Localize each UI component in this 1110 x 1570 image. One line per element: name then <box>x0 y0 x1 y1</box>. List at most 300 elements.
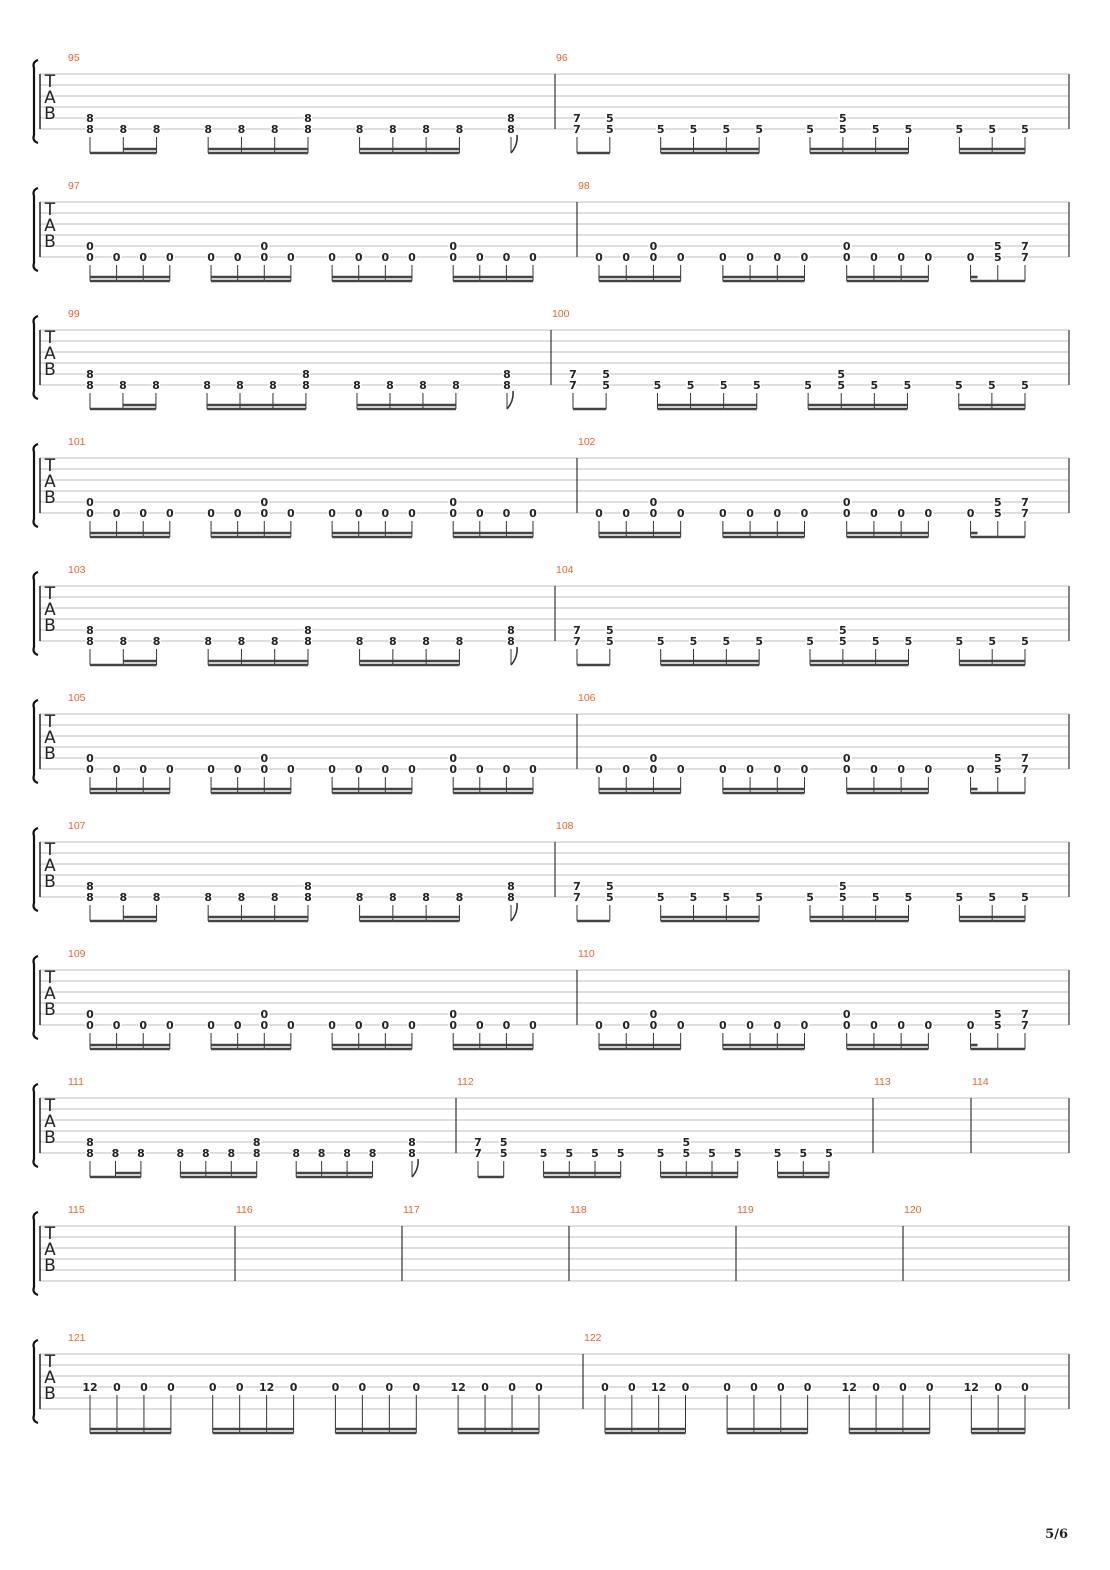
fret-number: 5 <box>605 891 614 904</box>
measure-number: 116 <box>236 1204 253 1216</box>
fret-number: 8 <box>137 1147 145 1160</box>
measure-number: 120 <box>904 1204 922 1216</box>
fret-number: 0 <box>139 1019 148 1032</box>
fret-number: 0 <box>842 752 851 765</box>
fret-number: 0 <box>165 1019 174 1032</box>
system-bracket <box>34 444 39 527</box>
fret-number: 8 <box>304 112 312 125</box>
staff-system <box>34 564 1070 665</box>
fret-number: 5 <box>689 123 698 136</box>
measure-number: 105 <box>68 692 86 704</box>
fret-number: 8 <box>227 1147 236 1160</box>
fret-number: 8 <box>507 123 515 136</box>
fret-number: 0 <box>750 1381 758 1394</box>
fret-number: 5 <box>682 1136 691 1149</box>
fret-number: 0 <box>449 496 458 509</box>
fret-number: 5 <box>804 379 812 392</box>
fret-number: 8 <box>507 891 515 904</box>
fret-number: 8 <box>353 379 361 392</box>
fret-number: 0 <box>140 1381 148 1394</box>
fret-number: 0 <box>260 752 269 765</box>
fret-number: 0 <box>719 763 727 776</box>
fret-number: 5 <box>1021 123 1029 136</box>
tab-clef-letter: A <box>44 856 56 876</box>
measure-number: 113 <box>874 1076 891 1088</box>
fret-number: 8 <box>252 1136 261 1149</box>
tab-clef-letter: T <box>44 328 56 348</box>
tab-clef-letter: A <box>44 984 56 1004</box>
fret-number: 0 <box>412 1381 421 1394</box>
tab-clef-letter: T <box>44 1224 56 1244</box>
fret-number: 0 <box>408 507 416 520</box>
page-number: 5/6 <box>1045 1527 1068 1542</box>
fret-number: 0 <box>800 251 809 264</box>
fret-number: 0 <box>449 251 458 264</box>
fret-number: 0 <box>475 251 484 264</box>
fret-number: 0 <box>966 507 975 520</box>
fret-number: 8 <box>503 368 511 381</box>
fret-number: 0 <box>595 1019 603 1032</box>
fret-number: 8 <box>237 891 246 904</box>
fret-number: 0 <box>260 496 269 509</box>
tab-clef-letter: B <box>44 1384 56 1404</box>
fret-number: 8 <box>252 1147 261 1160</box>
fret-number: 0 <box>842 251 851 264</box>
fret-number: 8 <box>304 123 312 136</box>
fret-number: 0 <box>676 1019 685 1032</box>
fret-number: 8 <box>176 1147 185 1160</box>
fret-number: 0 <box>86 752 94 765</box>
fret-number: 5 <box>682 1147 691 1160</box>
measure-number: 108 <box>556 820 574 832</box>
fret-number: 0 <box>649 752 658 765</box>
fret-number: 0 <box>800 507 809 520</box>
tab-clef-letter: B <box>44 232 56 252</box>
fret-number: 5 <box>993 752 1002 765</box>
fret-number: 8 <box>270 635 279 648</box>
fret-number: 5 <box>993 507 1002 520</box>
fret-number: 7 <box>1021 507 1029 520</box>
fret-number: 8 <box>86 123 94 136</box>
tab-clef-letter: B <box>44 1256 56 1276</box>
fret-number: 0 <box>260 1019 269 1032</box>
fret-number: 5 <box>988 635 997 648</box>
fret-number: 7 <box>1021 752 1029 765</box>
tab-clef-letter: A <box>44 1368 56 1388</box>
fret-number: 0 <box>622 1019 631 1032</box>
fret-number: 0 <box>381 251 390 264</box>
fret-number: 0 <box>924 1019 933 1032</box>
fret-number: 0 <box>776 1381 785 1394</box>
fret-number: 7 <box>573 624 581 637</box>
fret-number: 8 <box>368 1147 377 1160</box>
fret-number: 0 <box>287 763 295 776</box>
fret-number: 5 <box>722 891 731 904</box>
fret-number: 5 <box>499 1147 508 1160</box>
tab-clef-letter: T <box>44 456 56 476</box>
fret-number: 0 <box>502 507 511 520</box>
measure-number: 100 <box>552 308 570 320</box>
fret-number: 12 <box>841 1381 857 1394</box>
staff-system <box>34 436 1070 537</box>
fret-number: 0 <box>897 763 905 776</box>
fret-number: 0 <box>595 763 603 776</box>
measure-number: 122 <box>584 1332 602 1344</box>
tab-clef-letter: A <box>44 88 56 108</box>
system-bracket <box>34 956 39 1039</box>
fret-number: 5 <box>955 891 964 904</box>
fret-number: 0 <box>113 1381 121 1394</box>
fret-number: 8 <box>86 379 94 392</box>
fret-number: 7 <box>474 1147 482 1160</box>
fret-number: 0 <box>897 251 905 264</box>
fret-number: 0 <box>746 763 754 776</box>
fret-number: 8 <box>204 123 212 136</box>
fret-number: 5 <box>871 123 880 136</box>
fret-number: 8 <box>455 123 464 136</box>
tab-clef-letter: B <box>44 1000 56 1020</box>
fret-number: 5 <box>955 123 964 136</box>
fret-number: 0 <box>233 507 242 520</box>
measure-number: 118 <box>570 1204 587 1216</box>
staff-system <box>34 1204 1070 1295</box>
fret-number: 5 <box>755 123 763 136</box>
fret-number: 8 <box>389 891 397 904</box>
fret-number: 0 <box>773 251 782 264</box>
fret-number: 0 <box>676 251 685 264</box>
fret-number: 5 <box>871 635 880 648</box>
measure-number: 103 <box>68 564 86 576</box>
fret-number: 5 <box>839 635 847 648</box>
staff-system <box>34 692 1070 793</box>
fret-number: 5 <box>539 1147 548 1160</box>
fret-number: 5 <box>904 123 913 136</box>
tab-clef-letter: T <box>44 712 56 732</box>
fret-number: 8 <box>86 635 94 648</box>
fret-number: 8 <box>355 891 364 904</box>
fret-number: 0 <box>328 763 336 776</box>
fret-number: 0 <box>233 251 242 264</box>
fret-number: 0 <box>529 251 537 264</box>
fret-number: 5 <box>755 891 763 904</box>
fret-number: 8 <box>204 635 212 648</box>
fret-number: 5 <box>499 1136 508 1149</box>
fret-number: 0 <box>328 507 336 520</box>
fret-number: 5 <box>839 891 847 904</box>
fret-number: 0 <box>925 1381 934 1394</box>
fret-number: 0 <box>475 1019 484 1032</box>
tab-clef-letter: B <box>44 360 56 380</box>
fret-number: 5 <box>904 891 913 904</box>
measure-number: 121 <box>68 1332 86 1344</box>
staff-system <box>34 308 1070 409</box>
fret-number: 0 <box>208 1381 217 1394</box>
fret-number: 0 <box>165 251 174 264</box>
fret-number: 0 <box>842 507 851 520</box>
fret-number: 5 <box>839 624 847 637</box>
fret-number: 0 <box>328 251 336 264</box>
fret-number: 0 <box>966 763 975 776</box>
fret-number: 0 <box>165 507 174 520</box>
fret-number: 5 <box>904 635 913 648</box>
tab-clef-letter: T <box>44 840 56 860</box>
system-bracket <box>34 316 39 399</box>
fret-number: 8 <box>422 635 430 648</box>
fret-number: 8 <box>355 123 364 136</box>
fret-number: 0 <box>924 763 933 776</box>
measure-number: 101 <box>68 436 86 448</box>
fret-number: 0 <box>207 763 215 776</box>
fret-number: 0 <box>502 763 511 776</box>
fret-number: 8 <box>408 1136 416 1149</box>
measure-number: 112 <box>457 1076 474 1088</box>
fret-number: 0 <box>723 1381 731 1394</box>
fret-number: 0 <box>1021 1381 1029 1394</box>
fret-number: 7 <box>1021 1008 1029 1021</box>
fret-number: 5 <box>825 1147 833 1160</box>
measure-number: 107 <box>68 820 86 832</box>
fret-number: 8 <box>304 880 312 893</box>
fret-number: 0 <box>287 251 295 264</box>
fret-number: 7 <box>569 379 577 392</box>
fret-number: 8 <box>507 624 515 637</box>
fret-number: 0 <box>994 1381 1002 1394</box>
fret-number: 5 <box>591 1147 599 1160</box>
fret-number: 0 <box>872 1381 880 1394</box>
fret-number: 8 <box>304 624 312 637</box>
fret-number: 0 <box>139 251 148 264</box>
fret-number: 0 <box>595 251 603 264</box>
tab-clef-letter: T <box>44 968 56 988</box>
fret-number: 7 <box>573 635 581 648</box>
fret-number: 7 <box>474 1136 482 1149</box>
fret-number: 8 <box>507 880 515 893</box>
fret-number: 8 <box>452 379 460 392</box>
fret-number: 0 <box>649 1019 658 1032</box>
fret-number: 8 <box>86 112 94 125</box>
measure-number: 99 <box>68 308 80 320</box>
fret-number: 0 <box>649 763 658 776</box>
fret-number: 5 <box>605 123 614 136</box>
fret-number: 5 <box>806 635 814 648</box>
fret-number: 0 <box>449 507 458 520</box>
tab-clef-letter: A <box>44 728 56 748</box>
fret-number: 5 <box>871 891 880 904</box>
fret-number: 0 <box>449 240 458 253</box>
fret-number: 5 <box>988 891 997 904</box>
fret-number: 5 <box>837 368 846 381</box>
tab-clef-letter: B <box>44 488 56 508</box>
staff-system <box>34 180 1070 281</box>
fret-number: 0 <box>773 1019 782 1032</box>
fret-number: 0 <box>649 240 658 253</box>
tab-clef-letter: B <box>44 744 56 764</box>
fret-number: 0 <box>328 1019 336 1032</box>
fret-number: 0 <box>842 1019 851 1032</box>
fret-number: 12 <box>82 1381 98 1394</box>
fret-number: 5 <box>755 635 763 648</box>
fret-number: 0 <box>165 763 174 776</box>
note-flag <box>511 647 517 665</box>
fret-number: 8 <box>269 379 277 392</box>
fret-number: 0 <box>966 251 975 264</box>
fret-number: 0 <box>358 1381 367 1394</box>
system-bracket <box>34 1340 39 1423</box>
fret-number: 8 <box>455 635 464 648</box>
fret-number: 0 <box>966 1019 975 1032</box>
staff-system <box>34 820 1070 921</box>
tab-clef-letter: T <box>44 72 56 92</box>
fret-number: 5 <box>686 379 695 392</box>
fret-number: 0 <box>622 763 631 776</box>
tab-clef-letter: A <box>44 216 56 236</box>
fret-number: 0 <box>449 752 458 765</box>
fret-number: 5 <box>993 763 1002 776</box>
fret-number: 0 <box>260 507 269 520</box>
fret-number: 8 <box>507 112 515 125</box>
fret-number: 0 <box>897 507 905 520</box>
fret-number: 5 <box>602 368 610 381</box>
fret-number: 0 <box>628 1381 636 1394</box>
fret-number: 0 <box>385 1381 394 1394</box>
fret-number: 0 <box>260 763 269 776</box>
fret-number: 12 <box>450 1381 466 1394</box>
fret-number: 8 <box>507 635 515 648</box>
fret-number: 5 <box>565 1147 574 1160</box>
fret-number: 0 <box>842 240 851 253</box>
fret-number: 5 <box>955 635 964 648</box>
fret-number: 0 <box>381 763 390 776</box>
fret-number: 5 <box>993 1008 1002 1021</box>
fret-number: 0 <box>233 763 242 776</box>
fret-number: 5 <box>653 379 662 392</box>
fret-number: 0 <box>719 251 727 264</box>
fret-number: 0 <box>207 1019 215 1032</box>
fret-number: 0 <box>502 1019 511 1032</box>
fret-number: 8 <box>86 624 94 637</box>
fret-number: 0 <box>408 763 416 776</box>
fret-number: 0 <box>897 1019 905 1032</box>
fret-number: 5 <box>806 123 814 136</box>
system-bracket <box>34 60 39 143</box>
fret-number: 5 <box>605 880 614 893</box>
fret-number: 8 <box>355 635 364 648</box>
fret-number: 5 <box>722 635 731 648</box>
fret-number: 7 <box>1021 240 1029 253</box>
tab-clef-letter: A <box>44 1112 56 1132</box>
fret-number: 7 <box>573 880 581 893</box>
fret-number: 5 <box>837 379 846 392</box>
fret-number: 8 <box>386 379 394 392</box>
fret-number: 7 <box>573 112 581 125</box>
fret-number: 8 <box>86 1147 94 1160</box>
fret-number: 0 <box>681 1381 690 1394</box>
fret-number: 7 <box>573 891 581 904</box>
fret-number: 0 <box>842 496 851 509</box>
fret-number: 0 <box>481 1381 489 1394</box>
measure-number: 97 <box>68 180 80 192</box>
measure-number: 106 <box>578 692 596 704</box>
fret-number: 0 <box>800 1019 809 1032</box>
tab-clef-letter: A <box>44 472 56 492</box>
measure-number: 119 <box>737 1204 754 1216</box>
fret-number: 0 <box>287 507 295 520</box>
measure-number: 104 <box>556 564 574 576</box>
fret-number: 5 <box>993 1019 1002 1032</box>
fret-number: 7 <box>1021 496 1029 509</box>
fret-number: 0 <box>529 1019 537 1032</box>
measure-number: 115 <box>68 1204 85 1216</box>
fret-number: 0 <box>800 763 809 776</box>
fret-number: 0 <box>86 496 94 509</box>
fret-number: 0 <box>842 763 851 776</box>
measure-number: 95 <box>68 52 80 64</box>
fret-number: 0 <box>260 1008 269 1021</box>
fret-number: 12 <box>651 1381 667 1394</box>
note-flag <box>511 135 517 153</box>
fret-number: 7 <box>1021 763 1029 776</box>
fret-number: 8 <box>86 891 94 904</box>
fret-number: 5 <box>954 379 963 392</box>
fret-number: 5 <box>605 112 614 125</box>
staff-system <box>34 1076 1070 1177</box>
measure-number: 117 <box>403 1204 420 1216</box>
fret-number: 0 <box>649 251 658 264</box>
tab-clef-letter: B <box>44 104 56 124</box>
fret-number: 8 <box>119 635 128 648</box>
fret-number: 0 <box>86 1019 94 1032</box>
fret-number: 12 <box>963 1381 979 1394</box>
fret-number: 0 <box>139 507 148 520</box>
staff-system <box>34 948 1070 1049</box>
fret-number: 0 <box>649 1008 658 1021</box>
fret-number: 8 <box>119 123 128 136</box>
tab-clef-letter: T <box>44 1352 56 1372</box>
fret-number: 0 <box>676 507 685 520</box>
fret-number: 5 <box>799 1147 808 1160</box>
staff-system <box>34 52 1070 153</box>
fret-number: 0 <box>449 1008 458 1021</box>
fret-number: 5 <box>988 123 997 136</box>
fret-number: 0 <box>354 763 363 776</box>
fret-number: 0 <box>207 251 215 264</box>
fret-number: 5 <box>656 635 665 648</box>
fret-number: 0 <box>622 507 631 520</box>
fret-number: 8 <box>343 1147 351 1160</box>
system-bracket <box>34 572 39 655</box>
fret-number: 0 <box>529 507 537 520</box>
fret-number: 5 <box>616 1147 625 1160</box>
fret-number: 0 <box>354 507 363 520</box>
fret-number: 0 <box>139 763 148 776</box>
fret-number: 7 <box>1021 1019 1029 1032</box>
fret-number: 0 <box>260 240 269 253</box>
fret-number: 0 <box>746 507 754 520</box>
measure-number: 102 <box>578 436 596 448</box>
fret-number: 5 <box>806 891 814 904</box>
fret-number: 8 <box>270 891 279 904</box>
fret-number: 0 <box>112 1019 121 1032</box>
fret-number: 0 <box>381 1019 390 1032</box>
fret-number: 0 <box>502 251 511 264</box>
fret-number: 5 <box>605 624 614 637</box>
fret-number: 0 <box>260 251 269 264</box>
fret-number: 0 <box>408 251 416 264</box>
tab-clef-letter: T <box>44 1096 56 1116</box>
tab-clef-letter: B <box>44 616 56 636</box>
fret-number: 5 <box>656 1147 665 1160</box>
fret-number: 0 <box>86 763 94 776</box>
